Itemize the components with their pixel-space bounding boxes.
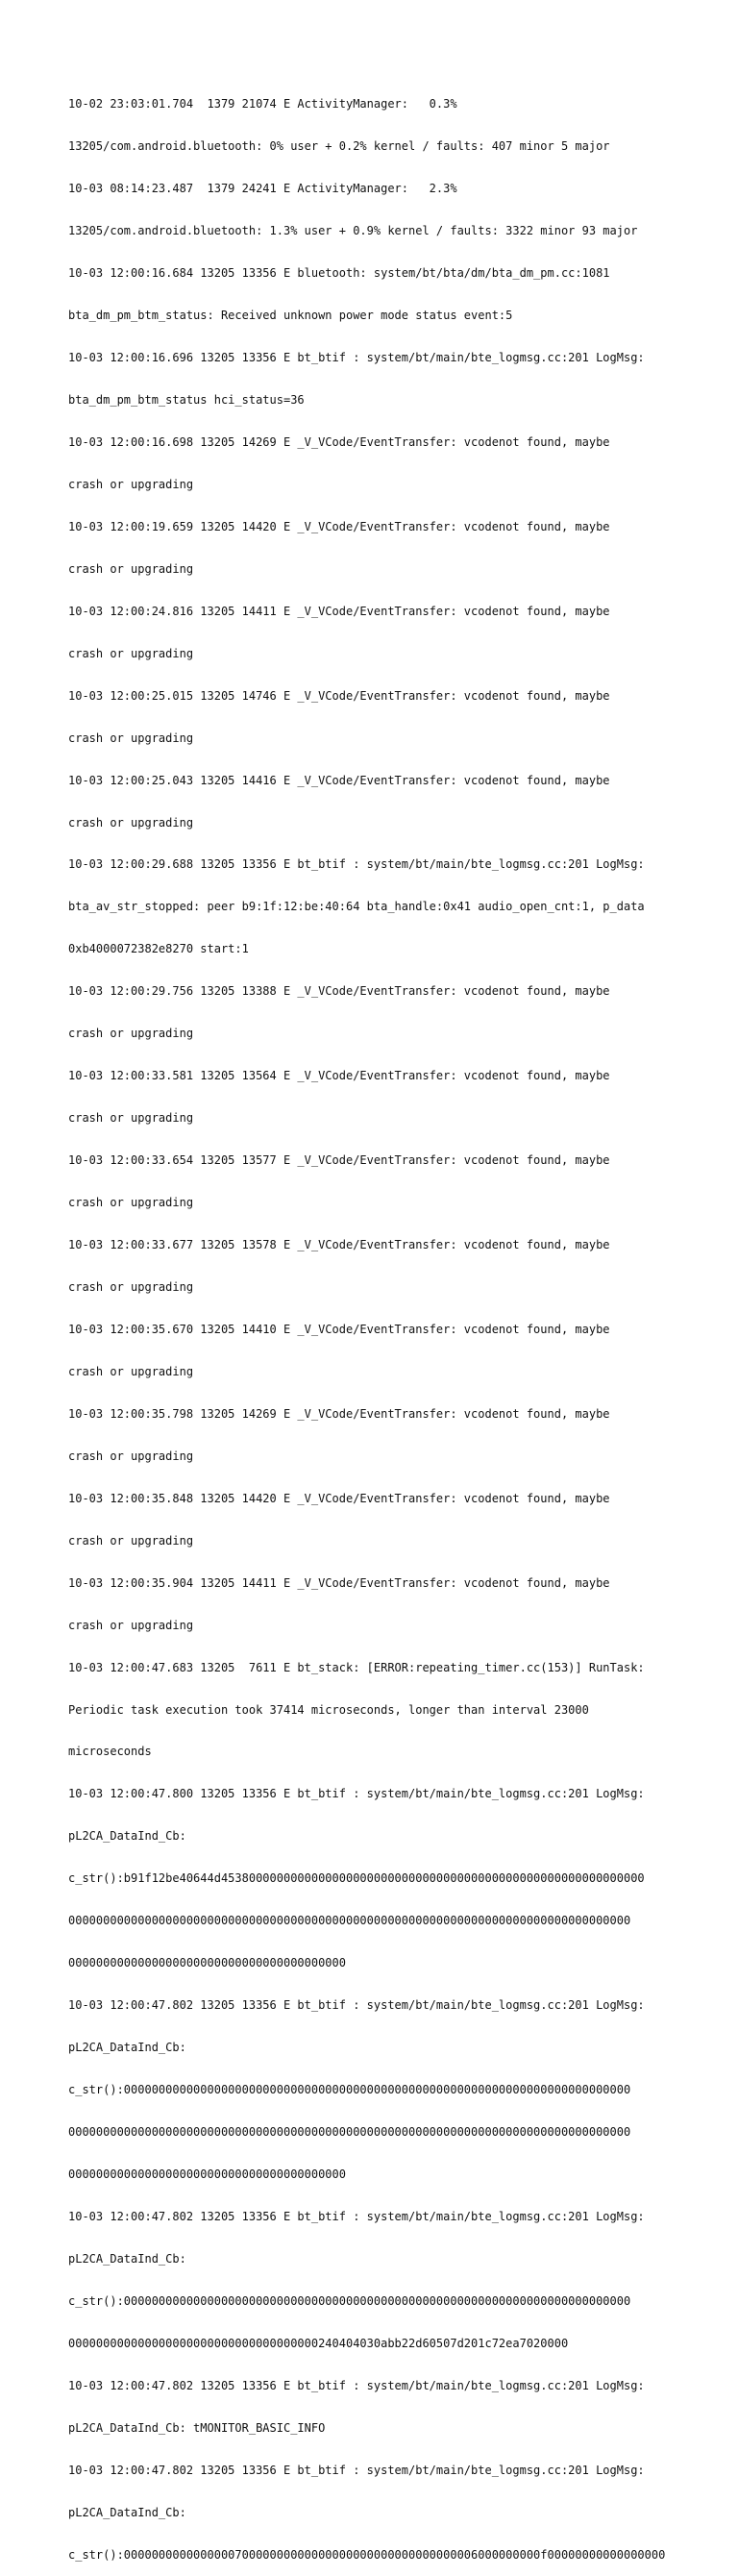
log-line: 10-03 12:00:29.756 13205 13388 E _V_VCode/EventTransfer: vcodenot found, maybe — [68, 984, 610, 999]
log-line: 10-03 12:00:33.581 13205 13564 E _V_VCode/EventTransfer: vcodenot found, maybe — [68, 1069, 610, 1083]
log-line: crash or upgrading — [68, 477, 194, 491]
log-line: crash or upgrading — [68, 1111, 194, 1126]
log-line: c_str():0000000000000000000000000000000000000000000000000000000000000000000000000 — [68, 2083, 631, 2097]
log-line: c_str():b91f12be40644d4538000000000000000000000000000000000000000000000000000000000 — [68, 1871, 645, 1886]
log-line: pL2CA_DataInd_Cb: — [68, 2505, 186, 2519]
log-line: 10-03 12:00:47.802 13205 13356 E bt_btif : system/bt/main/bte_logmsg.cc:201 LogMsg: — [68, 2209, 645, 2223]
log-line: 10-03 12:00:33.677 13205 13578 E _V_VCode/EventTransfer: vcodenot found, maybe — [68, 1238, 610, 1252]
log-line: crash or upgrading — [68, 1449, 194, 1463]
log-line: pL2CA_DataInd_Cb: — [68, 1829, 186, 1844]
log-line: 10-03 12:00:25.015 13205 14746 E _V_VCode/EventTransfer: vcodenot found, maybe — [68, 688, 610, 703]
log-line: 10-03 12:00:35.904 13205 14411 E _V_VCode/EventTransfer: vcodenot found, maybe — [68, 1575, 610, 1590]
log-line: 000000000000000000000000000000000000000000000000000000000000000000000000000000000 — [68, 1914, 631, 1928]
log-line: 000000000000000000000000000000000000240404030abb22d60507d201c72ea7020000 — [68, 2336, 569, 2350]
log-line: bta_av_str_stopped: peer b9:1f:12:be:40:64 bta_handle:0x41 audio_open_cnt:1, p_data — [68, 900, 645, 914]
log-line: 0000000000000000000000000000000000000000 — [68, 2167, 346, 2182]
log-line: 10-03 12:00:33.654 13205 13577 E _V_VCode/EventTransfer: vcodenot found, maybe — [68, 1153, 610, 1168]
log-line: crash or upgrading — [68, 1027, 194, 1041]
log-line: 10-03 12:00:16.698 13205 14269 E _V_VCode/EventTransfer: vcodenot found, maybe — [68, 434, 610, 449]
log-line: 13205/com.android.bluetooth: 1.3% user + 0.9% kernel / faults: 3322 minor 93 major — [68, 224, 638, 238]
log-line: crash or upgrading — [68, 1196, 194, 1210]
log-line: 10-03 12:00:35.848 13205 14420 E _V_VCode/EventTransfer: vcodenot found, maybe — [68, 1491, 610, 1505]
log-line: 10-03 12:00:47.802 13205 13356 E bt_btif : system/bt/main/bte_logmsg.cc:201 LogMsg: — [68, 2378, 645, 2392]
log-line: c_str():000000000000000070000000000000000000000000000000006000000000f00000000000000000 — [68, 2547, 666, 2562]
log-line: 0xb4000072382e8270 start:1 — [68, 942, 249, 956]
log-line: bta_dm_pm_btm_status hci_status=36 — [68, 392, 305, 407]
log-line: crash or upgrading — [68, 1364, 194, 1378]
log-line: 10-03 12:00:35.670 13205 14410 E _V_VCode/EventTransfer: vcodenot found, maybe — [68, 1322, 610, 1336]
log-line: 10-03 12:00:16.684 13205 13356 E bluetooth: system/bt/bta/dm/bta_dm_pm.cc:1081 — [68, 266, 610, 281]
log-line: c_str():0000000000000000000000000000000000000000000000000000000000000000000000000 — [68, 2293, 631, 2308]
log-line: 10-03 12:00:47.802 13205 13356 E bt_btif : system/bt/main/bte_logmsg.cc:201 LogMsg: — [68, 2463, 645, 2477]
log-line: crash or upgrading — [68, 1533, 194, 1548]
log-line: pL2CA_DataInd_Cb: — [68, 2041, 186, 2055]
log-line: 10-03 12:00:24.816 13205 14411 E _V_VCode/EventTransfer: vcodenot found, maybe — [68, 604, 610, 618]
log-line: 10-03 12:00:29.688 13205 13356 E bt_btif : system/bt/main/bte_logmsg.cc:201 LogMsg: — [68, 857, 645, 872]
log-line: 10-02 23:03:01.704 1379 21074 E ActivityManager: 0.3% — [68, 97, 457, 111]
log-line: 10-03 12:00:25.043 13205 14416 E _V_VCode/EventTransfer: vcodenot found, maybe — [68, 773, 610, 787]
log-line: 0000000000000000000000000000000000000000 — [68, 1956, 346, 1970]
log-line: 10-03 08:14:23.487 1379 24241 E ActivityManager: 2.3% — [68, 182, 457, 196]
log-line: pL2CA_DataInd_Cb: — [68, 2251, 186, 2266]
log-line: crash or upgrading — [68, 731, 194, 745]
log-line: 10-03 12:00:47.683 13205 7611 E bt_stack: [ERROR:repeating_timer.cc(153)] RunTask: — [68, 1660, 645, 1674]
log-line: Periodic task execution took 37414 microseconds, longer than interval 23000 — [68, 1702, 589, 1717]
log-line: 10-03 12:00:47.802 13205 13356 E bt_btif : system/bt/main/bte_logmsg.cc:201 LogMsg: — [68, 1998, 645, 2013]
log-line: crash or upgrading — [68, 1618, 194, 1632]
log-line: crash or upgrading — [68, 1280, 194, 1294]
log-line: 000000000000000000000000000000000000000000000000000000000000000000000000000000000 — [68, 2125, 631, 2140]
log-line: 10-03 12:00:35.798 13205 14269 E _V_VCode/EventTransfer: vcodenot found, maybe — [68, 1406, 610, 1421]
log-line: 10-03 12:00:19.659 13205 14420 E _V_VCode/EventTransfer: vcodenot found, maybe — [68, 519, 610, 533]
log-line: microseconds — [68, 1745, 152, 1759]
log-line: 10-03 12:00:16.696 13205 13356 E bt_btif : system/bt/main/bte_logmsg.cc:201 LogMsg: — [68, 351, 645, 365]
log-line: bta_dm_pm_btm_status: Received unknown power mode status event:5 — [68, 309, 513, 323]
log-line: 10-03 12:00:47.800 13205 13356 E bt_btif : system/bt/main/bte_logmsg.cc:201 LogMsg: — [68, 1787, 645, 1801]
log-document — [68, 69, 683, 2576]
log-line: pL2CA_DataInd_Cb: tMONITOR_BASIC_INFO — [68, 2420, 326, 2435]
log-line: crash or upgrading — [68, 646, 194, 660]
log-line: crash or upgrading — [68, 815, 194, 830]
log-line: 13205/com.android.bluetooth: 0% user + 0.2% kernel / faults: 407 minor 5 major — [68, 139, 610, 154]
log-line: crash or upgrading — [68, 561, 194, 576]
